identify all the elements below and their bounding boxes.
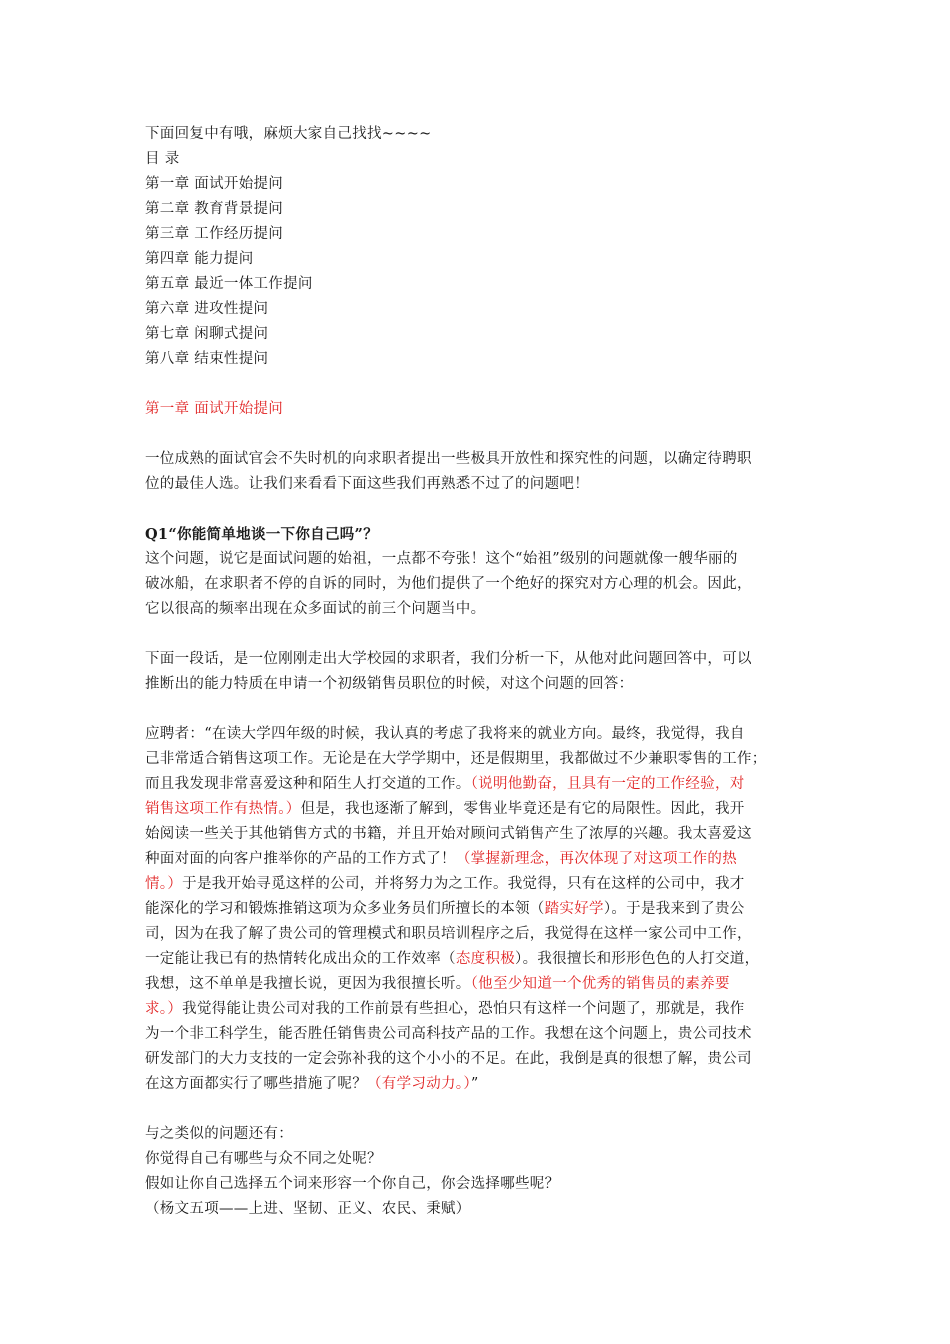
lead-line: 位的最佳人选。让我们来看看下面这些我们再熟悉不过了的问题吧！ [145,476,589,492]
answer-text: 但是，我也逐渐了解到，零售业毕竟还是有它的局限性。因此，我开 [300,801,745,817]
lead-line: 一位成熟的面试官会不失时机的向求职者提出一些极具开放性和探究性的问题，以确定待聘职 [145,451,752,467]
similar-title: 与之类似的问题还有： [145,1126,293,1142]
annotation: 态度积极 [455,951,516,967]
annotation: 踏实好学 [544,901,604,917]
analysis-line: 下面一段话，是一位刚刚走出大学校园的求职者，我们分析一下，从他对此问题回答中，可以 [145,651,752,667]
annotation: （说明他勤奋，且具有一定的工作经验，对 [470,776,745,792]
toc-item: 第六章 进攻性提问 [145,301,269,317]
answer-line [145,922,810,947]
answer-line [145,722,810,747]
toc-item: 第四章 能力提问 [145,251,254,267]
similar-note: （杨文五项——上进、坚韧、正义、农民、秉赋） [145,1201,471,1217]
annotation: （掌握新理念，再次体现了对这项工作的热 [455,851,738,867]
toc-item: 第三章 工作经历提问 [145,226,284,242]
answer-text: 能深化的学习和锻炼推销这项为众多业务员们所擅长的本领（ [145,901,545,917]
answer-text: ” [470,1076,479,1092]
toc-item: 第一章 面试开始提问 [145,176,284,192]
answer-line [145,847,810,872]
question-title: Q1“你能简单地谈一下你自己吗”？ [145,526,378,543]
answer-line [145,1022,810,1047]
chapter-heading: 第一章 面试开始提问 [145,401,284,417]
answer-line [145,1047,810,1072]
toc-title: 目 录 [145,151,180,167]
answer-line [145,822,810,847]
question-body-line: 破冰船，在求职者不停的自诉的同时，为他们提供了一个绝好的探究对方心理的机会。因此， [145,576,752,592]
answer-line [145,972,810,997]
answer-line [145,997,810,1022]
answer-text: 一定能让我已有的热情转化成出众的工作效率（ [145,951,456,967]
question-body-line: 它以很高的频率出现在众多面试的前三个问题当中。 [145,601,486,617]
answer-text: 研发部门的大力支技的一定会弥补我的这个小小的不足。在此，我倒是真的很想了解，贵公司 [145,1051,752,1067]
answer-text: 己非常适合销售这项工作。无论是在大学学期中，还是假期里，我都做过不少兼职零售的工作； [145,751,767,767]
toc-item: 第二章 教育背景提问 [145,201,284,217]
similar-item: 你觉得自己有哪些与众不同之处呢？ [145,1151,382,1167]
answer-text: ）。我很擅长和形形色色的人打交道， [515,951,760,967]
toc-item: 第八章 结束性提问 [145,351,269,367]
answer-text: 我觉得能让贵公司对我的工作前景有些担心，恐怕只有这样一个问题了，那就是，我作 [182,1001,745,1017]
intro-text: 下面回复中有哦，麻烦大家自己找找~~~~ [145,126,432,142]
toc-item: 第五章 最近一体工作提问 [145,276,313,292]
answer-text: 而且我发现非常喜爱这种和陌生人打交道的工作。 [145,776,471,792]
analysis-line: 推断出的能力特质在申请一个初级销售员职位的时候，对这个问题的回答： [145,676,634,692]
answer-line [145,897,810,922]
answer-text: ）。于是我来到了贵公 [603,901,745,917]
answer-text: 在这方面都实行了哪些措施了呢？ [145,1076,367,1092]
annotation: 销售这项工作有热情。） [145,801,301,817]
answer-text: 司，因为在我了解了贵公司的管理模式和职员培训程序之后，我觉得在这样一家公司中工作， [145,926,752,942]
annotation: （他至少知道一个优秀的销售员的素养要 [470,976,730,992]
answer-text: 应聘者：“在读大学四年级的时候，我认真的考虑了我将来的就业方向。最终，我觉得，我自 [145,726,745,742]
answer-line [145,872,810,897]
answer-text: 始阅读一些关于其他销售方式的书籍，并且开始对顾问式销售产生了浓厚的兴趣。我太喜爱这 [145,826,752,842]
annotation: （有学习动力。） [367,1076,471,1092]
answer-text: 种面对面的向客户推举你的产品的工作方式了！ [145,851,456,867]
annotation: 求。） [145,1001,183,1017]
answer-line [145,747,810,772]
answer-text: 为一个非工科学生，能否胜任销售贵公司高科技产品的工作。我想在这个问题上，贵公司技术 [145,1026,752,1042]
document-page [145,122,810,1222]
answer-text: 于是我开始寻觅这样的公司，并将努力为之工作。我觉得，只有在这样的公司中，我才 [182,876,745,892]
question-body-line: 这个问题，说它是面试问题的始祖，一点都不夸张！这个“始祖”级别的问题就像一艘华丽的 [145,551,738,567]
annotation: 情。） [145,876,183,892]
answer-line [145,947,810,972]
answer-line [145,797,810,822]
answer-line [145,1072,810,1097]
similar-item: 假如让你自己选择五个词来形容一个你自己，你会选择哪些呢？ [145,1176,560,1192]
toc-item: 第七章 闲聊式提问 [145,326,269,342]
answer-text: 我想，这不单单是我擅长说，更因为我很擅长听。 [145,976,471,992]
answer-line [145,772,810,797]
